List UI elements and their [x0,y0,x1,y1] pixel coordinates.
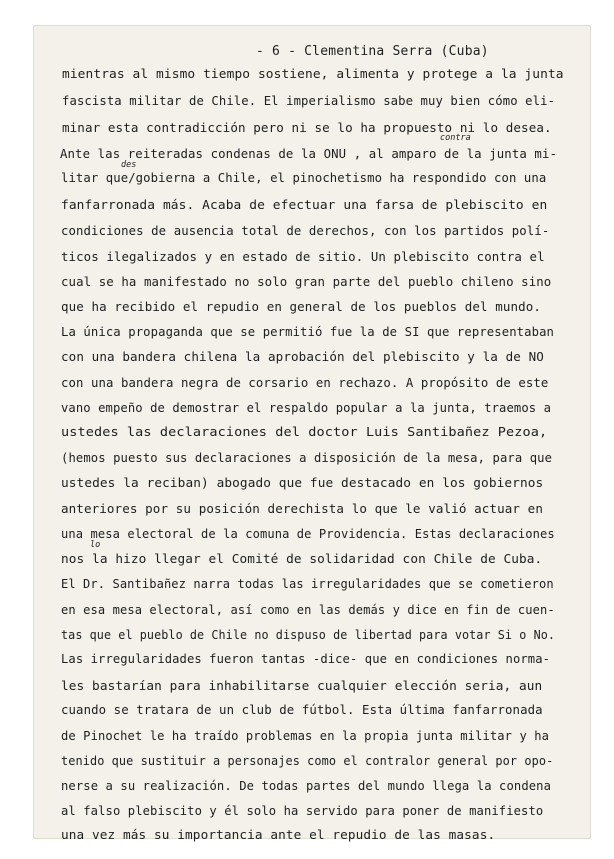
text-line: Las irregularidades fueron tantas -dice- que en condiciones norma- [61,651,551,666]
text-line: minar esta contradicción pero ni se lo ha propuesto ni lo desea. [62,120,552,135]
text-line: les bastarían para inhabilitarse cualquier elección seria, aun [61,678,543,693]
text-line: nos la hizo llegar el Comité de solidaridad con Chile de Cuba. [61,551,543,566]
text-line: ustedes las declaraciones del doctor Luis Santibañez Pezoa, [61,424,548,439]
text-line: anteriores por su posición derechista lo que le valió actuar en [61,501,543,516]
text-line: fascista militar de Chile. El imperialismo sabe muy bien cómo eli- [62,93,556,108]
text-line: litar que/gobierna a Chile, el pinochetismo ha respondido con una [61,170,547,185]
text-line: tenido que sustituir a personajes como el contralor general por opo- [61,753,554,768]
handwritten-insertion: lo [90,540,101,550]
text-line: nerse a su realización. De todas partes del mundo llega la condena [61,778,552,793]
text-line: El Dr. Santibañez narra todas las irregularidades que se cometieron [61,576,554,591]
text-line: de Pinochet le ha traído problemas en la propia junta militar y ha [61,728,550,743]
text-line: con una bandera chilena la aprobación del plebiscito y la de NO [61,349,544,364]
text-line: una mesa electoral de la comuna de Providencia. Estas declaraciones [61,526,555,541]
handwritten-insertion: contra [440,133,471,143]
page-header: - 6 - Clementina Serra (Cuba) [256,44,489,59]
text-line: La única propaganda que se permitió fue la de SI que representaban [61,324,555,339]
text-line: mientras al mismo tiempo sostiene, alimenta y protege a la junta [62,66,564,81]
text-line: ustedes la reciban) abogado que fue destacado en los gobiernos [61,475,544,490]
text-line: condiciones de ausencia total de derechos, con los partidos polí- [61,223,550,238]
text-line: que ha recibido el repudio en general de los pueblos del mundo. [61,299,541,314]
text-line: Ante las reiteradas condenas de la ONU , al amparo de la junta mi- [60,146,558,161]
text-line: con una bandera negra de corsario en rechazo. A propósito de este [61,375,549,390]
text-line: al falso plebiscito y él solo ha servido para poner de manifiesto [61,803,544,818]
text-line: vano empeño de demostrar el respaldo popular a la junta, traemos a [61,400,552,415]
text-line: una vez más su importancia ante el repudio de las masas. [61,827,496,842]
handwritten-insertion: des [121,160,137,170]
text-line: fanfarronada más. Acaba de efectuar una farsa de plebiscito en [61,197,548,212]
text-line: cuando se tratara de un club de fútbol. Esta última fanfarronada [61,702,543,717]
text-line: tas que el pueblo de Chile no dispuso de libertad para votar Si o No. [61,627,556,642]
text-line: ticos ilegalizados y en estado de sitio. Un plebiscito contra el [61,249,545,264]
text-line: cual se ha manifestado no solo gran parte del pueblo chileno sino [61,274,552,289]
text-line: en esa mesa electoral, así como en las demás y dice en fin de cuen- [61,602,555,617]
text-line: (hemos puesto sus declaraciones a disposición de la mesa, para que [61,450,553,465]
